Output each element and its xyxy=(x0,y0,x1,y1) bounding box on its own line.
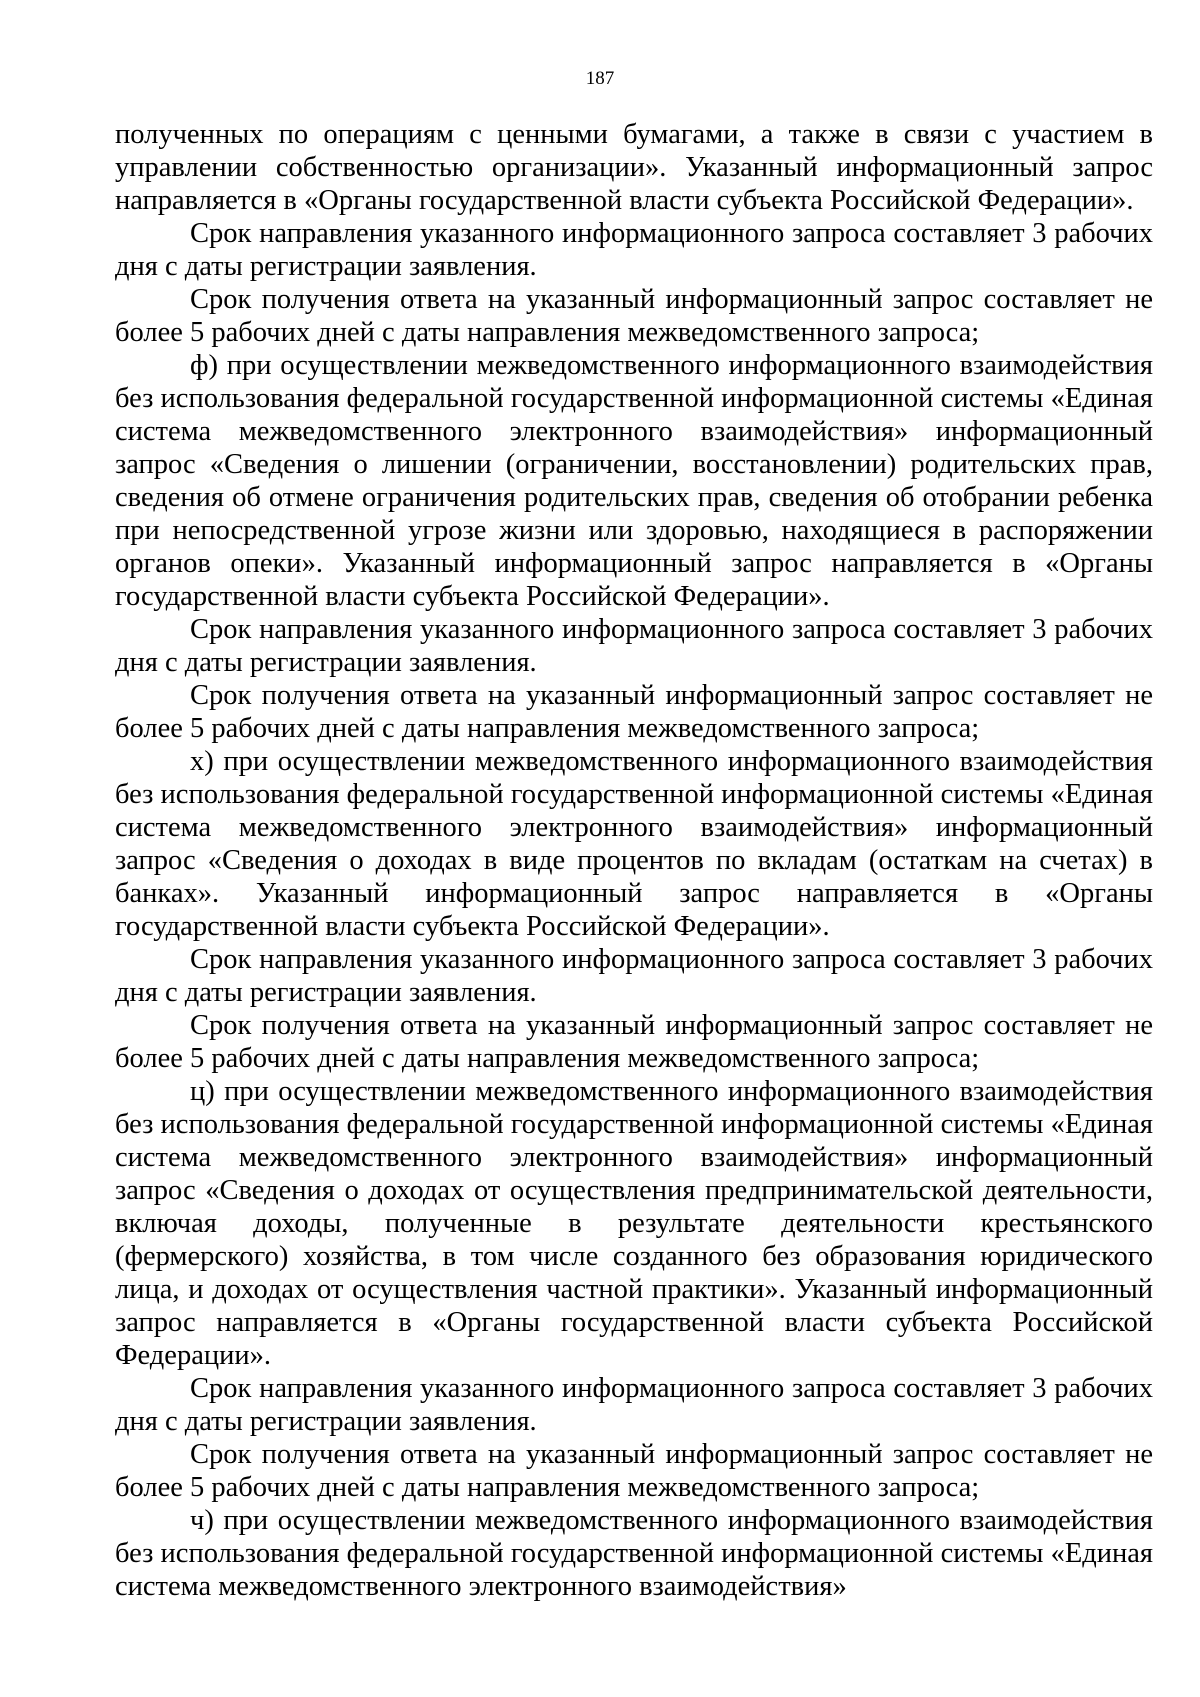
paragraph-deadline-response: Срок получения ответа на указанный информационный запрос составляет не более 5 рабочих дней с даты направления межведомственного запроса; xyxy=(115,1010,1153,1074)
paragraph-item-ch: ч) при осуществлении межведомственного информационного взаимодействия без использования федеральной государственной информационной системы «Единая система межведомственного электронного взаимодействия» xyxy=(115,1505,1153,1602)
paragraph-item-f: ф) при осуществлении межведомственного информационного взаимодействия без использования федеральной государственной информационной системы «Единая система межведомственного электронного взаимодействия» информационный запрос «Сведения о лишении (ограничении, восстановлении) родительских прав, сведения об отмене ограничения родительских прав, сведения об отобрании ребенка при непосредственной угрозе жизни или здоровью, находящиеся в распоряжении органов опеки». Указанный информационный запрос направляется в «Органы государственной власти субъекта Российской Федерации». xyxy=(115,350,1153,612)
paragraph-deadline-response: Срок получения ответа на указанный информационный запрос составляет не более 5 рабочих дней с даты направления межведомственного запроса; xyxy=(115,284,1153,348)
paragraph-continuation: полученных по операциям с ценными бумагами, а также в связи с участием в управлении собственностью организации». Указанный информационный запрос направляется в «Органы государственной власти субъекта Российской Федерации». xyxy=(115,119,1153,216)
paragraph-deadline-sending: Срок направления указанного информационного запроса составляет 3 рабочих дня с даты регистрации заявления. xyxy=(115,614,1153,678)
document-body xyxy=(115,118,1153,1603)
paragraph-deadline-sending: Срок направления указанного информационного запроса составляет 3 рабочих дня с даты регистрации заявления. xyxy=(115,1373,1153,1437)
paragraph-deadline-sending: Срок направления указанного информационного запроса составляет 3 рабочих дня с даты регистрации заявления. xyxy=(115,944,1153,1008)
paragraph-item-ts: ц) при осуществлении межведомственного информационного взаимодействия без использования федеральной государственной информационной системы «Единая система межведомственного электронного взаимодействия» информационный запрос «Сведения о доходах от осуществления предпринимательской деятельности, включая доходы, полученные в результате деятельности крестьянского (фермерского) хозяйства, в том числе созданного без образования юридического лица, и доходах от осуществления частной практики». Указанный информационный запрос направляется в «Органы государственной власти субъекта Российской Федерации». xyxy=(115,1076,1153,1371)
page-number: 187 xyxy=(585,68,615,89)
paragraph-item-kh: х) при осуществлении межведомственного информационного взаимодействия без использования федеральной государственной информационной системы «Единая система межведомственного электронного взаимодействия» информационный запрос «Сведения о доходах в виде процентов по вкладам (остаткам на счетах) в банках». Указанный информационный запрос направляется в «Органы государственной власти субъекта Российской Федерации». xyxy=(115,746,1153,942)
paragraph-deadline-sending: Срок направления указанного информационного запроса составляет 3 рабочих дня с даты регистрации заявления. xyxy=(115,218,1153,282)
paragraph-deadline-response: Срок получения ответа на указанный информационный запрос составляет не более 5 рабочих дней с даты направления межведомственного запроса; xyxy=(115,1439,1153,1503)
paragraph-deadline-response: Срок получения ответа на указанный информационный запрос составляет не более 5 рабочих дней с даты направления межведомственного запроса; xyxy=(115,680,1153,744)
